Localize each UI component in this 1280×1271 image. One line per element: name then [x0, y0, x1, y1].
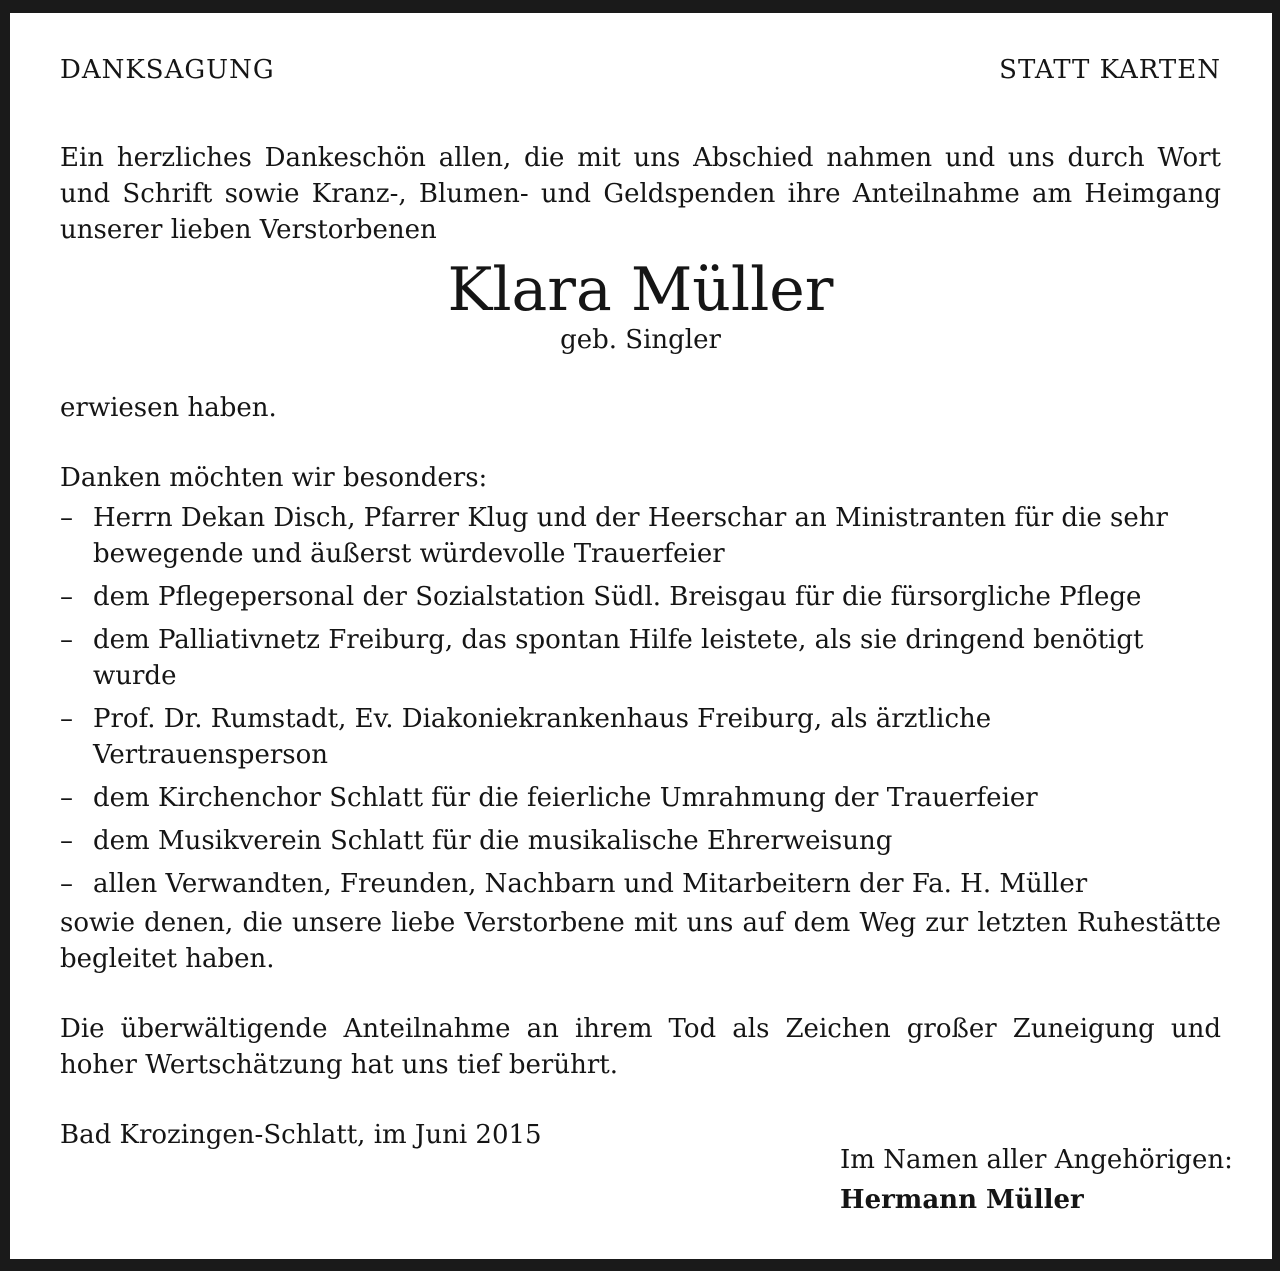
- deceased-name: Klara Müller: [447, 255, 834, 325]
- list-item: [60, 701, 1221, 773]
- list-item-text: dem Palliativnetz Freiburg, das spontan Hilfe leistete, als sie dringend benötigt wurde: [93, 625, 1144, 691]
- signature-line: Im Namen aller Angehörigen:: [840, 1145, 1233, 1175]
- list-item-text: Herrn Dekan Disch, Pfarrer Klug und der Heerschar an Ministranten für die sehr bewegende und äußerst würdevolle Trauerfeier: [93, 503, 1168, 569]
- list-item-text: dem Musikverein Schlatt für die musikalische Ehrerweisung: [93, 826, 893, 856]
- list-item: [60, 823, 1221, 859]
- thanks-list: [60, 500, 1221, 902]
- intro-paragraph: Ein herzliches Dankeschön allen, die mit uns Abschied nahmen und uns durch Wort und Schrift sowie Kranz-, Blumen- und Geldspenden ihre Anteilnahme am Heimgang unserer lieben Verstorbenen: [60, 143, 1221, 245]
- list-dash: –: [60, 869, 73, 899]
- list-item: [60, 622, 1221, 694]
- list-item: [60, 500, 1221, 572]
- list-item-text: Prof. Dr. Rumstadt, Ev. Diakoniekrankenhaus Freiburg, als ärztliche Vertrauensperson: [93, 704, 992, 770]
- deceased-block: [60, 250, 1221, 358]
- list-item: [60, 579, 1221, 615]
- signer-name: Hermann Müller: [840, 1185, 1084, 1215]
- list-dash: –: [60, 783, 73, 813]
- thanks-intro: Danken möchten wir besonders:: [60, 463, 488, 493]
- list-item-text: dem Pflegepersonal der Sozialstation Südl. Breisgau für die fürsorgliche Pflege: [93, 582, 1142, 612]
- list-dash: –: [60, 625, 73, 655]
- list-item: [60, 780, 1221, 816]
- sympathy-paragraph: Die überwältigende Anteilnahme an ihrem Tod als Zeichen großer Zuneigung und hoher Wertschätzung hat uns tief berührt.: [60, 1014, 1221, 1080]
- notice-content: [60, 52, 1221, 1153]
- list-dash: –: [60, 503, 73, 533]
- list-dash: –: [60, 704, 73, 734]
- list-item: [60, 866, 1221, 902]
- place-date: Bad Krozingen-Schlatt, im Juni 2015: [60, 1120, 542, 1150]
- erwiesen-line: erwiesen haben.: [60, 393, 277, 423]
- list-dash: –: [60, 582, 73, 612]
- header-right: STATT KARTEN: [999, 55, 1221, 85]
- header-row: [60, 52, 1221, 88]
- closing-sentence: sowie denen, die unsere liebe Verstorbene mit uns auf dem Weg zur letzten Ruhestätte begleitet haben.: [60, 908, 1221, 974]
- list-item-text: allen Verwandten, Freunden, Nachbarn und Mitarbeitern der Fa. H. Müller: [93, 869, 1088, 899]
- signature-block: [840, 1140, 1233, 1220]
- list-dash: –: [60, 826, 73, 856]
- header-left: DANKSAGUNG: [60, 55, 275, 85]
- maiden-name: geb. Singler: [560, 325, 721, 355]
- list-item-text: dem Kirchenchor Schlatt für die feierliche Umrahmung der Trauerfeier: [93, 783, 1038, 813]
